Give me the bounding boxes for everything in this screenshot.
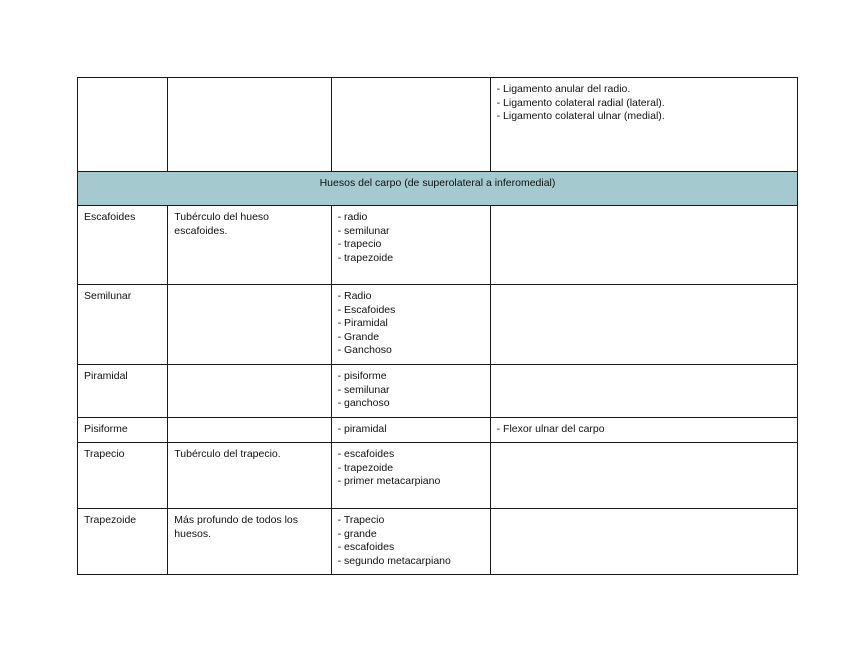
bone-feature [168,285,331,365]
bone-attachments [490,509,797,575]
cell-top-col2 [168,78,331,172]
bone-attachments [490,206,797,285]
table-row [78,285,798,365]
section-header-row [78,172,798,206]
bone-name: Trapezoide [78,509,168,575]
cell-top-col1 [78,78,168,172]
table-row [78,509,798,575]
bone-name: Pisiforme [78,418,168,443]
bone-articulations: - piramidal [331,418,490,443]
bone-attachments: - Flexor ulnar del carpo [490,418,797,443]
ligament-line: - Ligamento colateral ulnar (medial). [496,110,665,122]
table-row-top [78,78,798,172]
bone-articulations: - pisiforme - semilunar - ganchoso [331,365,490,418]
bone-feature [168,418,331,443]
bone-articulations: - radio - semilunar - trapecio - trapezoide [331,206,490,285]
bone-feature: Tubérculo del trapecio. [168,443,331,509]
table-row [78,206,798,285]
cell-top-col3 [331,78,490,172]
bone-name: Semilunar [78,285,168,365]
table-row [78,418,798,443]
carpal-bones-table [77,77,798,575]
table-row [78,443,798,509]
bone-articulations: - Radio - Escafoides - Piramidal - Grande - Ganchoso [331,285,490,365]
bone-name: Escafoides [78,206,168,285]
bone-attachments [490,285,797,365]
bone-feature: Más profundo de todos los huesos. [168,509,331,575]
bone-feature [168,365,331,418]
bone-name: Trapecio [78,443,168,509]
bone-attachments [490,365,797,418]
ligament-line: - Ligamento colateral radial (lateral). [496,96,665,109]
section-header: Huesos del carpo (de superolateral a inferomedial) [78,172,798,206]
ligament-line: - Ligamento anular del radio. [496,83,631,95]
bone-attachments [490,443,797,509]
bone-articulations: - escafoides - trapezoide - primer metacarpiano [331,443,490,509]
table-row [78,365,798,418]
cell-top-col4 [490,78,797,172]
bone-articulations: - Trapecio - grande - escafoides - segundo metacarpiano [331,509,490,575]
bone-name: Piramidal [78,365,168,418]
bone-feature: Tubérculo del hueso escafoides. [168,206,331,285]
